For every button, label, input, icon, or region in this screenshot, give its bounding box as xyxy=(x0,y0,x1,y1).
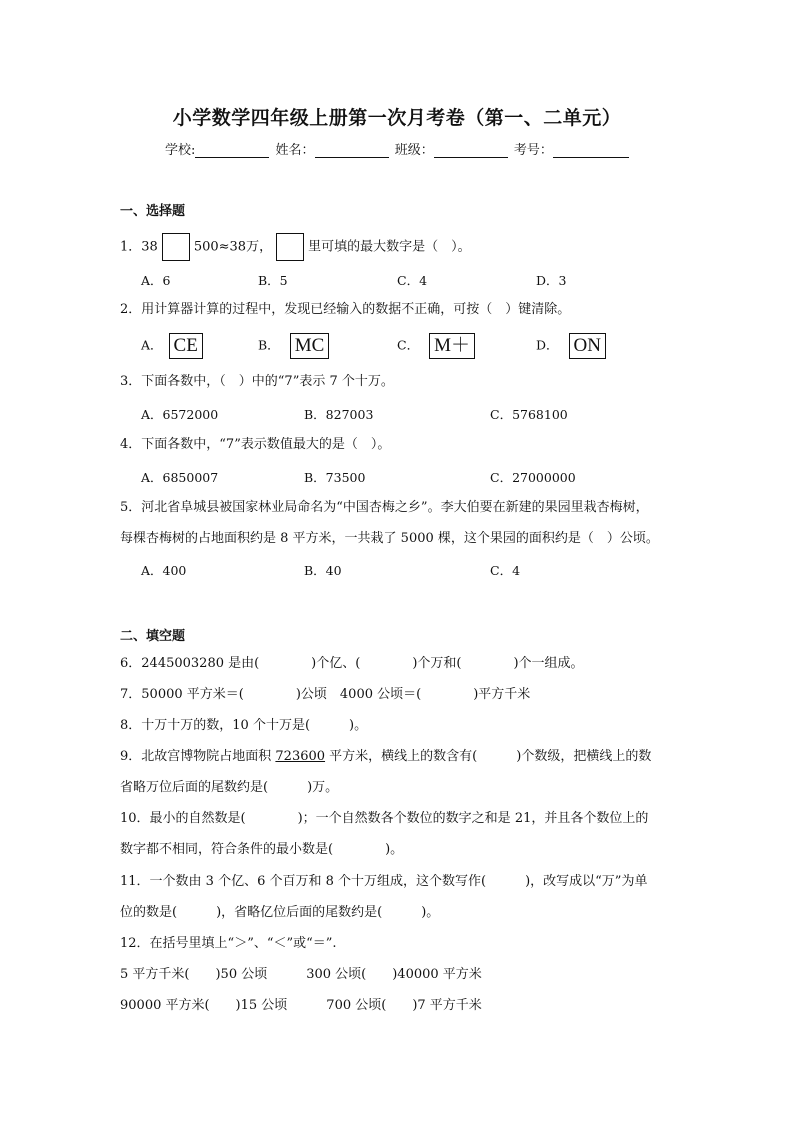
q1-part3: 里可填的最大数字是（ ）。 xyxy=(308,239,471,255)
q1-blank-box-ref xyxy=(276,233,304,261)
mc-key-icon: MC xyxy=(290,333,330,359)
q1-number: 1． xyxy=(120,239,142,255)
question-11-line2: 位的数是( )，省略亿位后面的尾数约是( )。 xyxy=(120,905,440,920)
question-12-row2: 90000 平方米( )15 公顷 700 公顷( )7 平方千米 xyxy=(120,998,482,1013)
on-key-icon: ON xyxy=(569,333,606,359)
student-info-line xyxy=(165,139,631,158)
q1-blank-box[interactable] xyxy=(162,233,190,261)
q3-option-b[interactable]: B．827003 xyxy=(304,407,374,422)
q2-option-a[interactable] xyxy=(141,333,203,359)
question-4: 4．下面各数中，“7”表示数值最大的是（ ）。 xyxy=(120,437,391,452)
question-7: 7．50000 平方米＝( )公顷 4000 公顷＝( )平方千米 xyxy=(120,687,531,702)
q9-post: 平方米，横线上的数含有( )个数级，把横线上的数 xyxy=(325,749,652,764)
q2-option-b-letter: B． xyxy=(258,337,280,353)
question-5-line1: 5．河北省阜城县被国家林业局命名为“中国杏梅之乡”。李大伯要在新建的果园里栽杏梅树， xyxy=(120,500,649,515)
question-6: 6．2445003280 是由( )个亿、( )个万和( )个一组成。 xyxy=(120,656,584,671)
q3-option-c[interactable]: C．5768100 xyxy=(490,407,568,422)
question-11-line1: 11．一个数由 3 个亿、6 个百万和 8 个十万组成，这个数写作( )，改写成以“万”为单 xyxy=(120,874,648,889)
question-8: 8．十万十万的数，10 个十万是( )。 xyxy=(120,718,368,733)
question-9-line1 xyxy=(120,748,651,766)
school-field[interactable] xyxy=(195,143,269,158)
question-3: 3．下面各数中，（ ）中的“7”表示 7 个十万。 xyxy=(120,374,394,389)
name-field[interactable] xyxy=(315,143,389,158)
q2-option-c-letter: C． xyxy=(397,337,420,353)
question-12-row1: 5 平方千米( )50 公顷 300 公顷( )40000 平方米 xyxy=(120,967,482,982)
question-2: 2．用计算器计算的过程中，发现已经输入的数据不正确，可按（ ）键清除。 xyxy=(120,302,571,317)
question-1 xyxy=(120,233,471,261)
school-label: 学校: xyxy=(165,143,196,158)
name-label: 姓名： xyxy=(275,143,315,158)
q1-part2: 500≈38万， xyxy=(193,239,273,255)
q3-option-a[interactable]: A．6572000 xyxy=(141,407,219,422)
m-plus-key-icon: M＋ xyxy=(429,333,475,359)
q5-option-b[interactable]: B．40 xyxy=(304,563,342,578)
question-10-line1: 10．最小的自然数是( )；一个自然数各个数位的数字之和是 21，并且各个数位上的 xyxy=(120,811,649,826)
q4-option-c[interactable]: C．27000000 xyxy=(490,470,576,485)
q2-option-c[interactable] xyxy=(397,333,475,359)
page-title: 小学数学四年级上册第一次月考卷（第一、二单元） xyxy=(172,107,622,129)
q1-option-a[interactable]: A．6 xyxy=(141,273,171,288)
q1-part1: 38 xyxy=(141,239,158,255)
ce-key-icon: CE xyxy=(169,333,203,359)
section-heading-fill: 二、填空题 xyxy=(120,629,186,644)
q2-option-a-letter: A． xyxy=(141,337,163,353)
class-field[interactable] xyxy=(434,143,508,158)
question-12: 12．在括号里填上“＞”、“＜”或“＝”. xyxy=(120,936,337,951)
q9-underlined-number: 723600 xyxy=(275,749,326,764)
q4-option-a[interactable]: A．6850007 xyxy=(141,470,219,485)
question-10-line2: 数字都不相同，符合条件的最小数是( )。 xyxy=(120,842,404,857)
q5-option-c[interactable]: C．4 xyxy=(490,563,521,578)
question-5-line2: 每棵杏梅树的占地面积约是 8 平方米，一共栽了 5000 棵，这个果园的面积约是（ ）公顷。 xyxy=(120,531,659,546)
q2-option-d-letter: D． xyxy=(536,337,559,353)
exam-no-field[interactable] xyxy=(553,143,629,158)
q1-option-b[interactable]: B．5 xyxy=(258,273,288,288)
exam-no-label: 考号： xyxy=(513,143,553,158)
section-heading-choice: 一、选择题 xyxy=(120,204,186,219)
q5-option-a[interactable]: A．400 xyxy=(141,563,187,578)
q1-option-d[interactable]: D．3 xyxy=(536,273,567,288)
q2-option-b[interactable] xyxy=(258,333,329,359)
q9-pre: 9．北故宫博物院占地面积 xyxy=(120,749,276,764)
class-label: 班级： xyxy=(394,143,434,158)
q2-option-d[interactable] xyxy=(536,333,606,359)
question-9-line2: 省略万位后面的尾数约是( )万。 xyxy=(120,780,339,795)
q4-option-b[interactable]: B．73500 xyxy=(304,470,366,485)
q1-option-c[interactable]: C．4 xyxy=(397,273,428,288)
